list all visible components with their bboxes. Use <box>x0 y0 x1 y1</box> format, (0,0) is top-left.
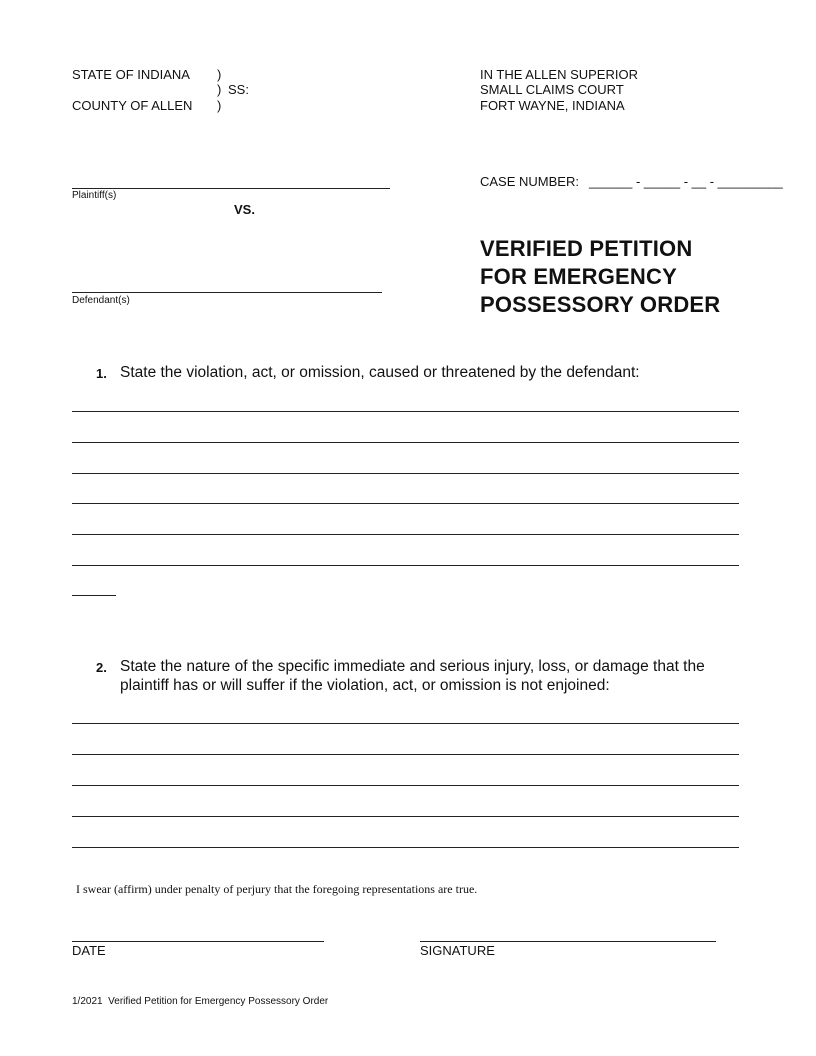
caption-paren: ) <box>217 98 222 113</box>
question-1-text: State the violation, act, or omission, caused or threatened by the defendant: <box>120 364 640 381</box>
answer-1-line[interactable] <box>72 595 116 596</box>
signature-line[interactable] <box>420 941 716 942</box>
answer-2-line[interactable] <box>72 785 739 786</box>
defendant-label: Defendant(s) <box>72 295 130 306</box>
defendant-line[interactable] <box>72 292 382 293</box>
date-line[interactable] <box>72 941 324 942</box>
title-line-1: VERIFIED PETITION <box>480 236 693 261</box>
court-line-1: IN THE ALLEN SUPERIOR <box>480 67 638 82</box>
title-line-3: POSSESSORY ORDER <box>480 292 721 317</box>
plaintiff-label: Plaintiff(s) <box>72 190 117 201</box>
ss-label: SS: <box>228 82 249 97</box>
plaintiff-line[interactable] <box>72 188 390 189</box>
state-label: STATE OF INDIANA <box>72 67 190 82</box>
date-label: DATE <box>72 943 106 958</box>
case-number-label: CASE NUMBER: <box>480 174 579 189</box>
county-label: COUNTY OF ALLEN <box>72 98 193 113</box>
answer-1-line[interactable] <box>72 442 739 443</box>
caption-paren: ) <box>217 67 222 82</box>
answer-2-line[interactable] <box>72 754 739 755</box>
court-line-3: FORT WAYNE, INDIANA <box>480 98 625 113</box>
caption-paren: ) <box>217 82 222 97</box>
vs-label: VS. <box>234 202 255 217</box>
court-line-2: SMALL CLAIMS COURT <box>480 82 624 97</box>
question-2-text-line-2: plaintiff has or will suffer if the violation, act, or omission is not enjoined: <box>120 677 610 694</box>
answer-1-line[interactable] <box>72 565 739 566</box>
signature-label: SIGNATURE <box>420 943 495 958</box>
title-line-2: FOR EMERGENCY <box>480 264 677 289</box>
question-2-number: 2. <box>96 660 107 675</box>
answer-2-line[interactable] <box>72 847 739 848</box>
question-2-text-line-1: State the nature of the specific immediate and serious injury, loss, or damage that the <box>120 658 705 675</box>
answer-2-line[interactable] <box>72 816 739 817</box>
answer-1-line[interactable] <box>72 503 739 504</box>
answer-2-line[interactable] <box>72 723 739 724</box>
question-1-number: 1. <box>96 366 107 381</box>
oath-statement: I swear (affirm) under penalty of perjury that the foregoing representations are true. <box>76 882 478 896</box>
answer-1-line[interactable] <box>72 473 739 474</box>
answer-1-line[interactable] <box>72 534 739 535</box>
answer-1-line[interactable] <box>72 411 739 412</box>
footer-text: 1/2021 Verified Petition for Emergency Possessory Order <box>72 996 329 1007</box>
case-number-field[interactable]: ______ - _____ - __ - _________ <box>589 174 783 189</box>
